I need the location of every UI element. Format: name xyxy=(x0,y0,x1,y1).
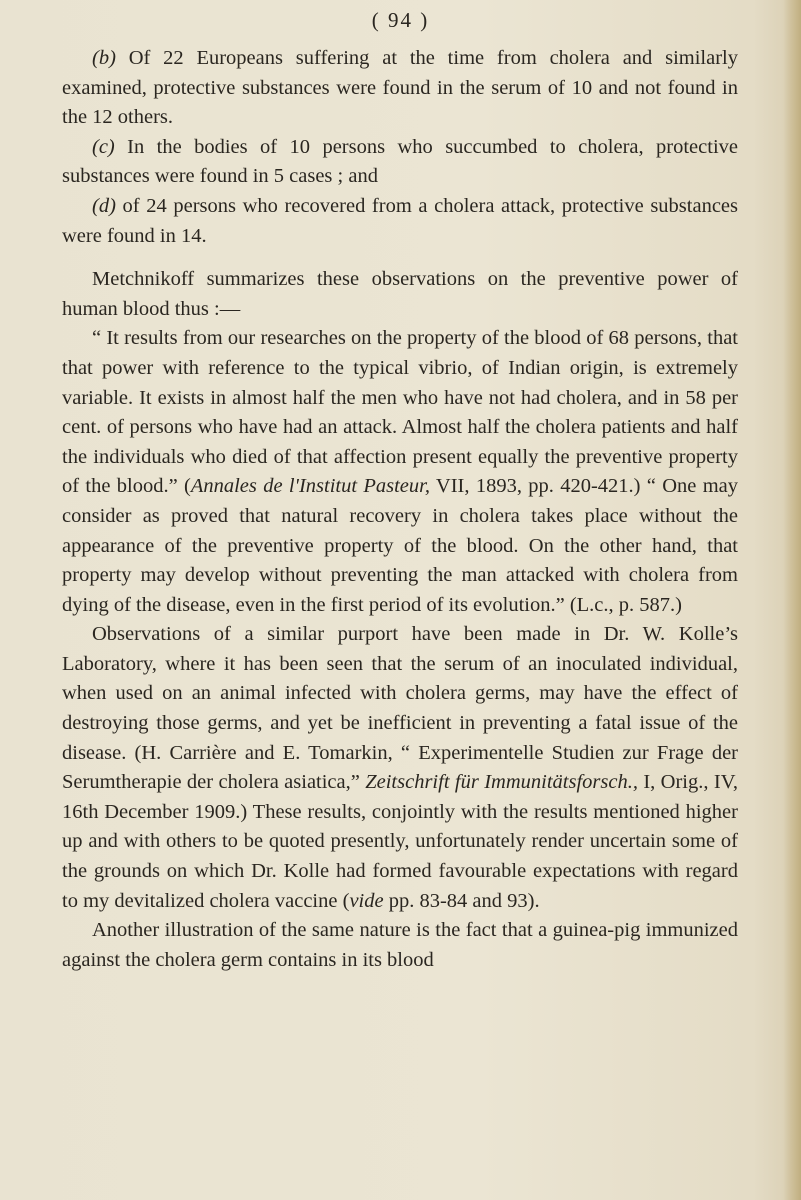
paragraph-b-text: Of 22 Europeans suffering at the time from cholera and similarly examined, protective substances were found in the serum of 10 and not found in the 12 others. xyxy=(62,47,738,129)
kolle-text-1: Observations of a similar purport have been made in Dr. W. Kolle’s Laboratory, where it has been seen that the serum of an inoculated individual, when used on an animal infected with cholera germs, may have the effect of destroying those germs, and yet be inefficient in preventing a fatal issue of the disease. (H. Carrière and E. Tomarkin, “ Experimentelle Studien zur Frage der Serumtherapie der cholera asiatica,” xyxy=(62,623,738,794)
item-label-d: (d) xyxy=(92,194,116,217)
paragraph-quotation xyxy=(62,324,738,620)
page-number: ( 94 ) xyxy=(371,8,430,32)
item-label-b: (b) xyxy=(92,47,116,69)
journal-title-annales: Annales de l'Institut Pasteur, xyxy=(190,475,430,498)
item-label-c: (c) xyxy=(92,135,115,158)
paragraph-b xyxy=(62,44,738,133)
vide-word: vide xyxy=(349,889,384,912)
paragraph-c xyxy=(62,133,738,192)
paragraph-c-text: In the bodies of 10 persons who succumbed to cholera, protective substances were found in 5 cases ; and xyxy=(62,135,738,188)
paragraph-metchnikoff-intro: Metchnikoff summarizes these observations on the preventive power of human blood thus :— xyxy=(62,268,738,320)
body-text xyxy=(62,44,738,975)
page-edge-shading xyxy=(783,0,801,1200)
paragraph-kolle xyxy=(62,620,738,916)
quotation-text-1: “ It results from our researches on the property of the blood of 68 persons, that that power with reference to the typical vibrio, of Indian origin, is extremely variable. It exists in almost half the men who have not had cholera, and in 58 per cent. of persons who have had an attack. Almost half the cholera patients and half the individuals who died of that affection present equally the preventive property of the blood.” ( xyxy=(62,327,738,498)
kolle-text-2: I, Orig., IV, 16th December 1909.) These results, conjointly with the results mentioned higher up and with others to be quoted presently, unfortunately render uncertain some of the grounds on which Dr. Kolle had formed favourable expectations with regard to my devitalized cholera vaccine ( xyxy=(62,771,738,912)
quotation-text-2: VII, 1893, pp. 420-421.) “ One may consider as proved that natural recovery in cholera takes place without the appearance of the preventive property of the blood. On the other hand, that property may develop without preventing the man attacked with cholera from dying of the disease, even in the first period of its evolution.” (L.c., p. 587.) xyxy=(62,475,738,616)
paragraph-d-text: of 24 persons who recovered from a cholera attack, protective substances were found in 14. xyxy=(62,194,738,247)
kolle-text-3: pp. 83-84 and 93). xyxy=(383,889,540,912)
paragraph-guinea-pig: Another illustration of the same nature is the fact that a guinea-pig immunized against the cholera germ contains in its blood xyxy=(62,919,738,971)
journal-title-zeitschrift: Zeitschrift für Immunitätsforsch., xyxy=(365,771,638,794)
paragraph-d xyxy=(62,192,738,251)
